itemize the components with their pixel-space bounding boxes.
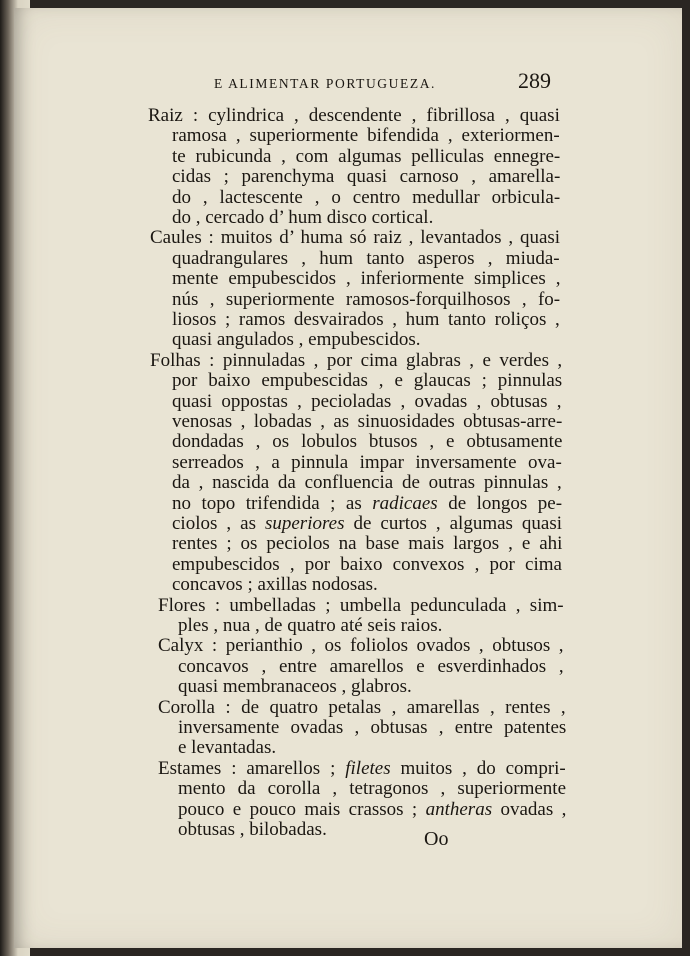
text-segment: do , lactescente , o centro medullar orbicula- <box>172 186 561 208</box>
text-line <box>178 818 327 842</box>
text-segment: quasi angulados , empubescidos. <box>172 329 421 351</box>
text-segment: cidas ; parenchyma quasi carnoso , amarella- <box>172 166 561 188</box>
text-segment: do , cercado d’ hum disco cortical. <box>172 207 434 228</box>
text-segment: Folhas : pinnuladas , por cima glabras , e verdes , <box>150 349 563 371</box>
text-segment: de curtos , algumas quasi <box>344 513 563 534</box>
text-segment: Corolla : de quatro petalas , amarellas , rentes , <box>158 696 566 718</box>
text-segment: venosas , lobadas , as sinuosidades obtusas-arre- <box>172 411 563 432</box>
text-segment: serreados , a pinnula impar inversamente ova- <box>172 451 562 473</box>
italic-term: radicaes <box>372 492 438 514</box>
text-segment: e levantadas. <box>178 737 277 759</box>
text-segment: te rubicunda , com algumas pelliculas ennegre- <box>172 145 561 167</box>
page-number: 289 <box>518 68 551 93</box>
text-segment: Caules : muitos d’ huma só raiz , levantados , quasi <box>150 227 561 249</box>
text-segment: rentes ; os peciolos na base mais largos , e ahi <box>172 533 563 555</box>
text-segment: ramosa , superiormente bifendida , exteriormen- <box>172 125 560 147</box>
text-segment: ovadas , <box>492 798 567 820</box>
text-segment: nús , superiormente ramosos-forquilhosos , fo- <box>172 288 561 310</box>
text-segment: Calyx : perianthio , os foliolos ovados , obtusos , <box>158 635 564 657</box>
text-segment: muitos , do compri- <box>390 757 566 779</box>
text-segment: Estames : amarellos ; <box>158 757 346 779</box>
italic-term: antheras <box>425 798 493 820</box>
text-segment: inversamente ovadas , obtusas , entre patentes <box>178 717 567 738</box>
text-segment: concavos ; axillas nodosas. <box>172 574 378 596</box>
text-segment: obtusas , bilobadas. <box>178 819 327 840</box>
text-segment: no topo trifendida ; as <box>172 492 373 514</box>
italic-term: superiores <box>264 513 345 534</box>
text-segment: ciolos , as <box>172 513 265 534</box>
italic-term: filetes <box>345 757 391 779</box>
text-segment: liosos ; ramos desvairados , hum tanto roliços , <box>172 309 560 330</box>
text-segment: Raiz : cylindrica , descendente , fibrillosa , quasi <box>148 105 560 126</box>
text-segment: dondadas , os lobulos btusos , e obtusamente <box>172 431 563 453</box>
text-segment: por baixo empubescidas , e glaucas ; pinnulas <box>172 370 563 392</box>
text-segment: empubescidos , por baixo convexos , por cima <box>172 553 562 575</box>
text-segment: quadrangulares , hum tanto asperos , miuda- <box>172 247 560 269</box>
page-header <box>0 68 690 98</box>
catchword: Oo <box>424 828 449 850</box>
text-segment: mento da corolla , tetragonos , superiormente <box>178 778 567 800</box>
running-head: E ALIMENTAR PORTUGUEZA. <box>214 76 437 91</box>
text-segment: concavos , entre amarellos e esverdinhados , <box>178 655 564 677</box>
text-segment: mente empubescidos , inferiormente simplices , <box>172 268 561 290</box>
text-segment: ples , nua , de quatro até seis raios. <box>178 615 443 636</box>
text-segment: Flores : umbelladas ; umbella pedunculada , sim- <box>158 594 564 616</box>
text-segment: pouco e pouco mais crassos ; <box>178 798 426 820</box>
text-segment: de longos pe- <box>437 492 563 514</box>
text-segment: quasi membranaceos , glabros. <box>178 676 412 698</box>
text-segment: da , nascida da confluencia de outras pinnulas , <box>172 472 562 494</box>
text-segment: quasi oppostas , pecioladas , ovadas , obtusas , <box>172 390 562 412</box>
